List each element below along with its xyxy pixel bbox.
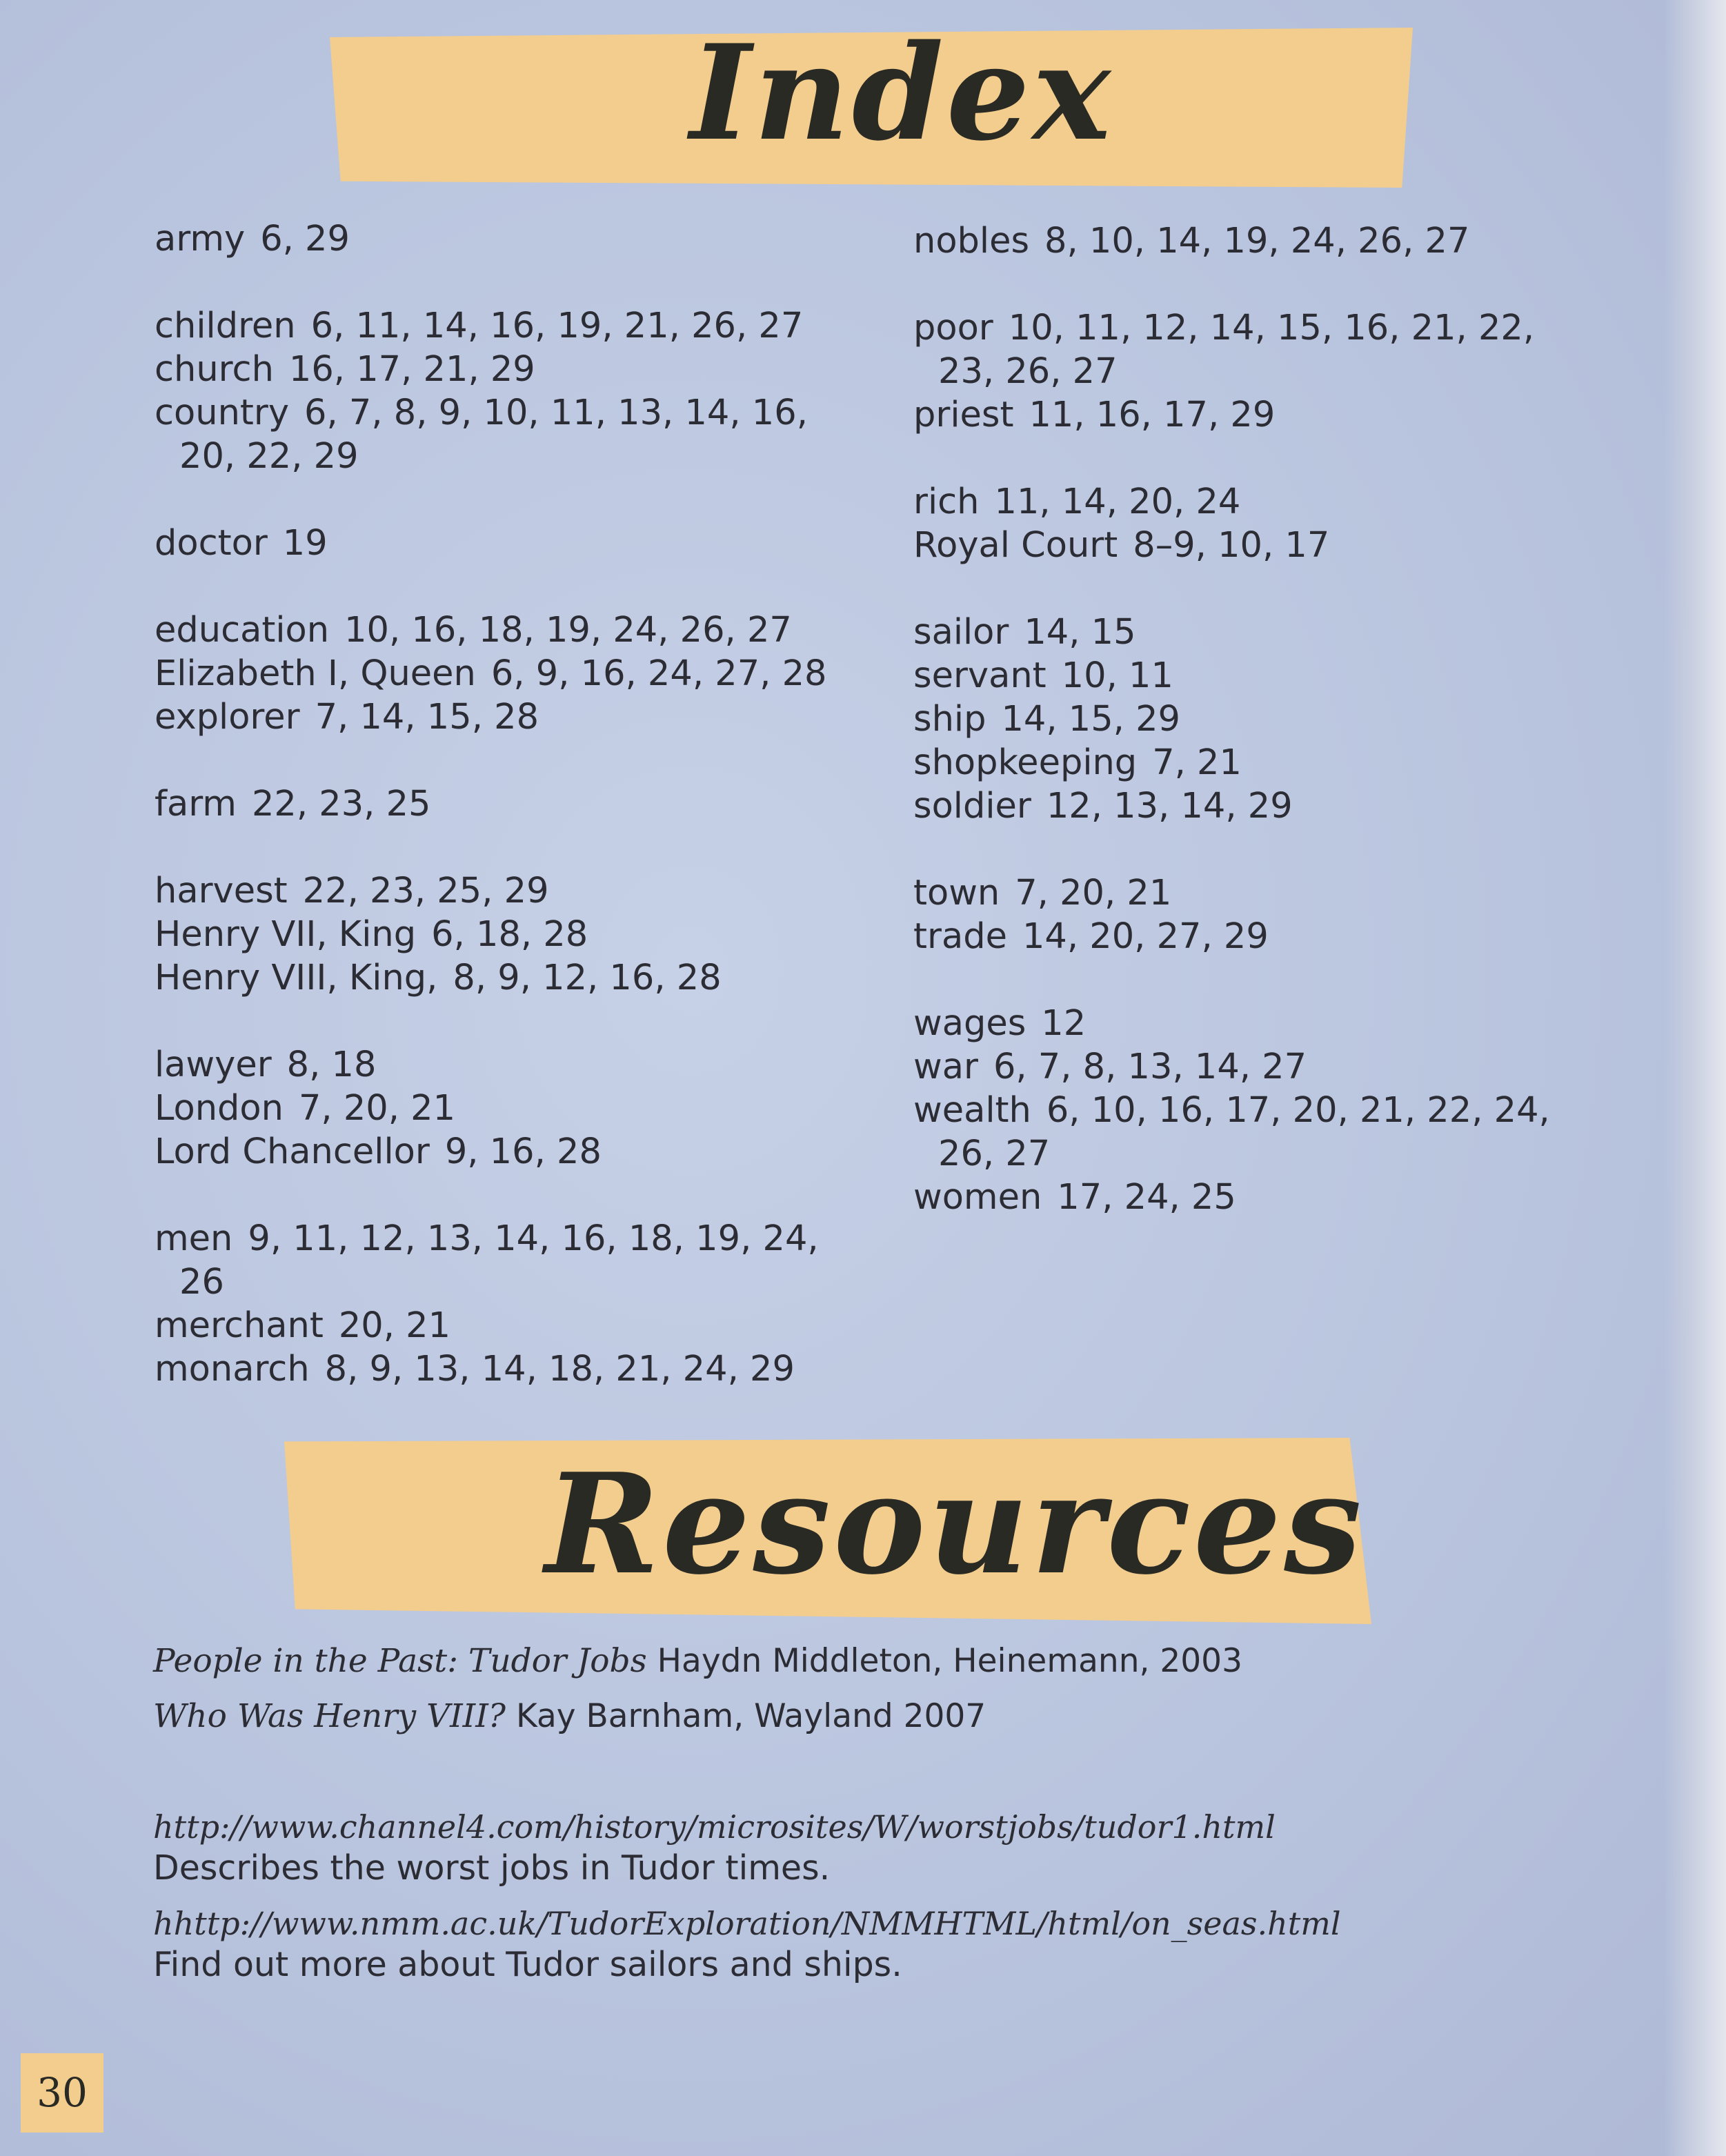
index-term: wages: [913, 1003, 1026, 1044]
index-pages: 20, 21: [338, 1305, 451, 1346]
index-term: priest: [913, 395, 1014, 435]
index-pages: 10, 16, 18, 19, 24, 26, 27: [344, 610, 792, 651]
index-term: town: [913, 873, 1000, 913]
resource-link[interactable]: hhttp://www.nmm.ac.uk/TudorExploration/NMMHTML/html/on_seas.html: [153, 1905, 1341, 1942]
index-term: ship: [913, 699, 986, 740]
index-term: army: [155, 219, 246, 259]
index-entry: [913, 654, 1562, 698]
index-pages: 6, 10, 16, 17, 20, 21, 22, 24, 26, 27: [938, 1090, 1550, 1174]
index-term: men: [155, 1218, 233, 1259]
index-term: Henry VIII, King,: [155, 958, 438, 998]
book-title: People in the Past: Tudor Jobs: [153, 1642, 647, 1680]
link-description: Find out more about Tudor sailors and ships.: [153, 1945, 902, 1984]
index-pages: 16, 17, 21, 29: [288, 349, 535, 390]
index-term: doctor: [155, 523, 268, 564]
index-entry: [913, 219, 1562, 263]
link-list: [153, 1806, 1533, 1986]
index-column-right: [913, 219, 1562, 1219]
index-pages: 8, 10, 14, 19, 24, 26, 27: [1044, 221, 1470, 261]
index-term: trade: [913, 916, 1007, 957]
index-term: London: [155, 1088, 284, 1129]
index-entry: [913, 611, 1562, 654]
entry-gap: [155, 478, 865, 522]
book-entry: [153, 1696, 1533, 1737]
index-pages: 9, 11, 12, 13, 14, 16, 18, 19, 24, 26: [179, 1218, 819, 1303]
index-entry: [913, 1045, 1562, 1089]
index-pages: 10, 11, 12, 14, 15, 16, 21, 22, 23, 26, 27: [938, 308, 1535, 392]
index-pages: 11, 16, 17, 29: [1029, 395, 1276, 435]
index-term: servant: [913, 655, 1046, 696]
index-term: rich: [913, 482, 980, 522]
index-term: sailor: [913, 612, 1009, 653]
index-term: war: [913, 1047, 978, 1087]
index-heading: Index: [690, 16, 1114, 170]
entry-gap: [155, 1174, 865, 1217]
index-entry: [913, 741, 1562, 784]
index-entry: [155, 348, 865, 391]
entry-gap: [155, 261, 865, 304]
index-entry: [155, 869, 865, 913]
entry-gap: [155, 826, 865, 869]
index-pages: 14, 15, 29: [1001, 699, 1180, 740]
index-term: soldier: [913, 786, 1031, 827]
index-entry: [155, 609, 865, 652]
index-entry: [913, 393, 1562, 437]
index-term: nobles: [913, 221, 1030, 261]
index-pages: 7, 20, 21: [298, 1088, 456, 1129]
index-pages: 22, 23, 25: [251, 784, 431, 824]
index-entry: [155, 1130, 865, 1174]
resources-heading: Resources: [545, 1443, 1365, 1605]
index-entry: [913, 915, 1562, 958]
index-entry: [155, 956, 865, 1000]
index-entry: [913, 1002, 1562, 1045]
index-term: lawyer: [155, 1045, 272, 1085]
index-entry: [913, 871, 1562, 915]
index-entry: [155, 522, 865, 565]
index-term: country: [155, 393, 290, 433]
index-entry: [913, 784, 1562, 828]
index-pages: 11, 14, 20, 24: [994, 482, 1241, 522]
entry-gap: [913, 958, 1562, 1002]
index-pages: 7, 20, 21: [1015, 873, 1172, 913]
book-title: Who Was Henry VIII?: [153, 1697, 506, 1735]
resource-link[interactable]: http://www.channel4.com/history/microsites/W/worstjobs/tudor1.html: [153, 1808, 1276, 1846]
index-pages: 19: [282, 523, 328, 564]
index-entry: [155, 217, 865, 261]
index-term: Henry VII, King: [155, 914, 417, 955]
index-pages: 6, 7, 8, 13, 14, 27: [993, 1047, 1307, 1087]
index-pages: 22, 23, 25, 29: [302, 871, 549, 911]
index-entry: [913, 698, 1562, 741]
index-entry: [155, 695, 865, 739]
index-entry: [913, 1176, 1562, 1219]
index-term: harvest: [155, 871, 288, 911]
index-entry: [155, 782, 865, 826]
index-term: church: [155, 349, 274, 390]
index-pages: 14, 20, 27, 29: [1022, 916, 1269, 957]
index-pages: 12, 13, 14, 29: [1046, 786, 1293, 827]
index-pages: 8, 9, 13, 14, 18, 21, 24, 29: [324, 1349, 795, 1389]
index-term: women: [913, 1177, 1042, 1218]
index-term: farm: [155, 784, 237, 824]
index-pages: 6, 11, 14, 16, 19, 21, 26, 27: [310, 306, 804, 346]
entry-gap: [155, 565, 865, 609]
index-pages: 6, 9, 16, 24, 27, 28: [490, 653, 827, 694]
index-pages: 6, 18, 28: [431, 914, 588, 955]
index-entry: [913, 524, 1562, 567]
entry-gap: [155, 1000, 865, 1043]
index-pages: 8, 18: [286, 1045, 377, 1085]
index-term: explorer: [155, 697, 300, 738]
entry-gap: [913, 567, 1562, 611]
book-details: Haydn Middleton, Heinemann, 2003: [657, 1642, 1242, 1680]
index-entry: [155, 304, 865, 348]
index-entry: [913, 480, 1562, 524]
book-entry: [153, 1641, 1533, 1682]
index-term: shopkeeping: [913, 742, 1138, 783]
entry-gap: [913, 828, 1562, 871]
index-entry: [155, 913, 865, 956]
entry-gap: [913, 437, 1562, 480]
index-pages: 6, 7, 8, 9, 10, 11, 13, 14, 16, 20, 22, 29: [179, 393, 808, 477]
index-pages: 7, 21: [1152, 742, 1242, 783]
entry-gap: [913, 263, 1562, 306]
index-entry: [155, 1304, 865, 1347]
index-entry: [913, 1089, 1562, 1176]
index-column-left: [155, 217, 865, 1391]
index-entry: [913, 306, 1562, 393]
index-term: children: [155, 306, 296, 346]
index-pages: 9, 16, 28: [444, 1131, 602, 1172]
index-pages: 8–9, 10, 17: [1133, 525, 1330, 566]
index-term: Lord Chancellor: [155, 1131, 430, 1172]
book-details: Kay Barnham, Wayland 2007: [515, 1697, 986, 1735]
index-term: poor: [913, 308, 993, 348]
index-entry: [155, 1217, 865, 1304]
index-entry: [155, 652, 865, 695]
index-pages: 10, 11: [1061, 655, 1173, 696]
index-entry: [155, 1043, 865, 1087]
index-term: Royal Court: [913, 525, 1118, 566]
index-term: wealth: [913, 1090, 1031, 1131]
index-entry: [155, 391, 865, 478]
index-pages: 12: [1041, 1003, 1087, 1044]
index-entry: [155, 1347, 865, 1391]
book-spine-shadow: [1664, 0, 1726, 2156]
link-description: Describes the worst jobs in Tudor times.: [153, 1848, 831, 1888]
index-pages: 7, 14, 15, 28: [315, 697, 539, 738]
entry-gap: [155, 739, 865, 782]
index-pages: 8, 9, 12, 16, 28: [453, 958, 722, 998]
index-pages: 14, 15: [1024, 612, 1136, 653]
index-term: Elizabeth I, Queen: [155, 653, 476, 694]
index-entry: [155, 1087, 865, 1130]
index-term: merchant: [155, 1305, 324, 1346]
book-list: [153, 1641, 1533, 1737]
index-term: education: [155, 610, 330, 651]
index-pages: 6, 29: [260, 219, 350, 259]
index-term: monarch: [155, 1349, 310, 1389]
index-pages: 17, 24, 25: [1057, 1177, 1236, 1218]
page-number: 30: [21, 2053, 103, 2133]
